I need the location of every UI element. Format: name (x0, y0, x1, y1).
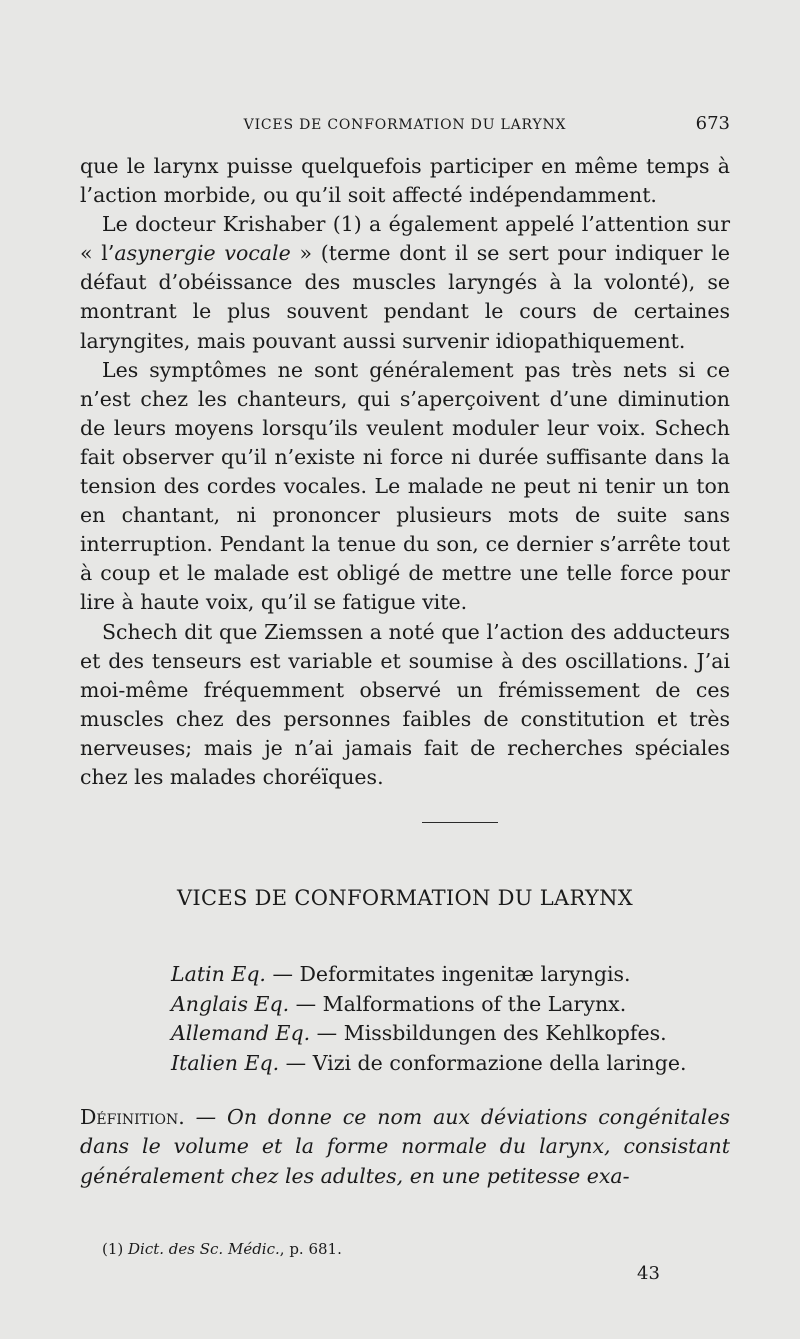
equivalent-language: Allemand Eq. (171, 1021, 311, 1045)
section-heading: VICES DE CONFORMATION DU LARYNX (176, 886, 634, 910)
equivalent-anglais (171, 990, 731, 1020)
footnote-title: Dict. des Sc. Médic. (128, 1240, 280, 1258)
footnote (102, 1240, 342, 1258)
equivalent-term: Missbildungen des Kehlkopfes. (343, 1021, 667, 1045)
equivalent-term: Vizi de conformazione della laringe. (312, 1050, 687, 1075)
equivalent-language: Latin Eq. (171, 962, 266, 986)
equivalent-separator: — (279, 1050, 313, 1075)
page-number: 673 (695, 113, 730, 134)
section-divider (422, 822, 498, 823)
equivalent-separator: — (289, 991, 323, 1016)
footnote-rest: , p. 681. (279, 1240, 342, 1258)
paragraph-krishaber (80, 210, 730, 355)
equivalent-term: Malformations of the Larynx. (322, 991, 627, 1016)
equivalent-italien (171, 1049, 731, 1079)
equivalent-allemand (171, 1019, 731, 1049)
footnote-marker: (1) (102, 1240, 129, 1258)
equivalents-list (171, 960, 731, 1078)
equivalent-separator: — (265, 962, 300, 986)
definition-text: On donne ce nom aux déviations congénitales dans le volume et la forme normale du larynx, consistant généralement chez les adultes, en une petitesse exa- (80, 1105, 730, 1188)
equivalent-term: Deformitates ingenitæ laryngis. (299, 962, 631, 986)
paragraph-continued: que le larynx puisse quelquefois participer en même temps à l’action morbide, ou qu’il soit affecté indépendamment. (80, 154, 730, 208)
equivalent-latin (171, 960, 731, 990)
running-title: VICES DE CONFORMATION DU LARYNX (243, 117, 567, 133)
term-asynergie-vocale: asynergie vocale (114, 241, 291, 266)
definition-label: Définition. (80, 1105, 185, 1129)
equivalent-language: Anglais Eq. (171, 991, 290, 1016)
paragraph-krishaber-end: » (terme dont il se sert pour indiquer le défaut d’obéissance des muscles laryngés à la volonté), se montrant le plus souvent pendant le cours de certaines laryngites, mais pouvant aussi survenir idiopathiquement. (80, 241, 730, 353)
equivalent-separator: — (310, 1021, 344, 1045)
paragraph-krishaber-start: Le docteur Krishaber (1) a également appelé l’attention sur « l’ (80, 212, 730, 266)
equivalent-language: Italien Eq. (171, 1050, 280, 1075)
signature-mark: 43 (637, 1263, 660, 1284)
paragraph-schech: Schech dit que Ziemssen a noté que l’action des adducteurs et des tenseurs est variable et soumise à des oscillations. J’ai moi-même fréquemment observé un frémissement de ces muscles chez des personnes faibles de constitution et très nerveuses; mais je n’ai jamais fait de recherches spéciales chez les malades choréïques. (80, 619, 730, 789)
definition-paragraph (80, 1103, 730, 1191)
definition-dash: — (184, 1105, 228, 1129)
body-text (80, 152, 730, 792)
running-head (80, 113, 730, 139)
paragraph-symptoms: Les symptômes ne sont généralement pas très nets si ce n’est chez les chanteurs, qui s’aperçoivent d’une diminution de leurs moyens lorsqu’ils veulent moduler leur voix. Schech fait observer qu’il n’existe ni force ni durée suffisante dans la tension des cordes vocales. Le malade ne peut ni tenir un ton en chantant, ni prononcer plusieurs mots de suite sans interruption. Pendant la tenue du son, ce dernier s’arrête tout à coup et le malade est obligé de mettre une telle force pour lire à haute voix, qu’il se fatigue vite. (80, 357, 730, 615)
